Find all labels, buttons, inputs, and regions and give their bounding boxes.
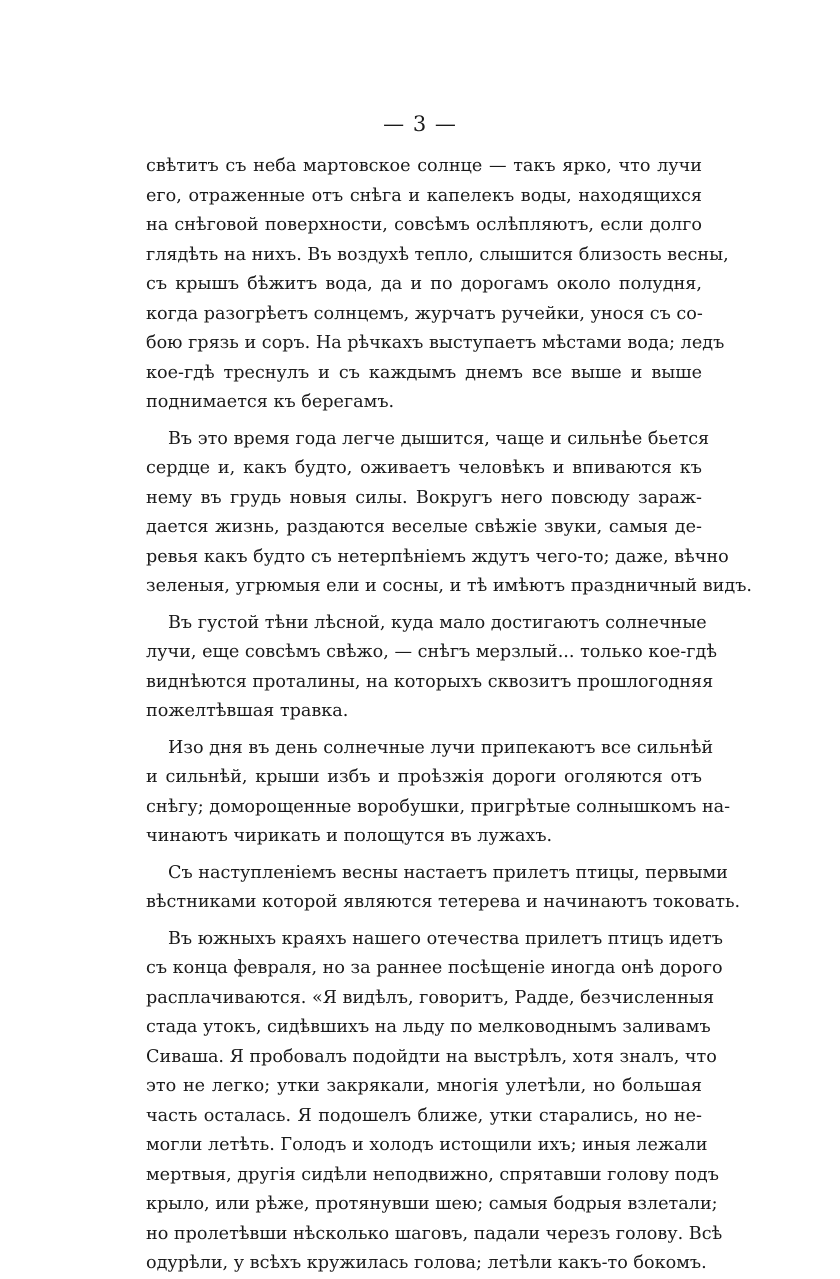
- text-line: виднѣются проталины, на которыхъ сквозитъ прошлогодняя: [146, 671, 714, 692]
- body-text: [146, 152, 752, 1279]
- text-line: свѣтитъ съ неба мартовское солнце — такъ ярко, что лучи: [146, 156, 702, 176]
- text-line: бою грязь и соръ. На рѣчкахъ выступаетъ мѣстами вода; ледъ: [146, 333, 725, 353]
- text-line: лучи, еще совсѣмъ свѣжо, — снѣгъ мерзлый... только кое-гдѣ: [146, 642, 717, 662]
- paragraph: [146, 425, 752, 602]
- text-line: часть осталась. Я подошелъ ближе, утки старались, но не-: [146, 1105, 702, 1126]
- text-line: съ крышъ бѣжитъ вода, да и по дорогамъ около полудня,: [146, 274, 702, 294]
- text-line: когда разогрѣетъ солнцемъ, журчатъ ручейки, унося съ со-: [146, 303, 703, 324]
- paragraph: [146, 734, 731, 852]
- paragraph: [146, 925, 723, 1279]
- text-line: Съ наступленіемъ весны настаетъ прилетъ птицы, первыми: [168, 862, 728, 883]
- text-line: нему въ грудь новыя силы. Вокругъ него повсюду зараж-: [146, 487, 702, 508]
- text-line: Сиваша. Я пробовалъ подойдти на выстрѣлъ, хотя зналъ, что: [146, 1046, 717, 1067]
- paragraph: [146, 609, 717, 727]
- text-line: дается жизнь, раздаются веселые свѣжіе звуки, самыя де-: [146, 517, 702, 537]
- text-line: чинаютъ чирикать и полощутся въ лужахъ.: [146, 826, 553, 846]
- text-line: могли летѣть. Голодъ и холодъ истощили ихъ; иныя лежали: [146, 1135, 708, 1155]
- text-line: пожелтѣвшая травка.: [146, 701, 349, 721]
- text-line: мертвыя, другія сидѣли неподвижно, спрятавши голову подъ: [146, 1164, 719, 1185]
- text-line: это не легко; утки закрякали, многія улетѣли, но большая: [146, 1076, 702, 1096]
- text-line: Въ густой тѣни лѣсной, куда мало достигаютъ солнечные: [168, 612, 707, 633]
- text-line: на снѣговой поверхности, совсѣмъ ослѣпляютъ, если долго: [146, 215, 702, 235]
- text-line: Изо дня въ день солнечные лучи припекаютъ все сильнѣй: [168, 737, 714, 758]
- paragraph: [146, 152, 729, 418]
- text-line: кое-гдѣ треснулъ и съ каждымъ днемъ все выше и выше: [146, 362, 702, 383]
- text-line: снѣгу; доморощенные воробушки, пригрѣтые солнышкомъ на-: [146, 796, 731, 817]
- text-line: и сильнѣй, крыши избъ и проѣзжія дороги оголяются отъ: [146, 767, 702, 787]
- text-line: сердце и, какъ будто, оживаетъ человѣкъ и впиваются къ: [146, 458, 702, 478]
- text-line: вѣстниками которой являются тетерева и начинаютъ токовать.: [146, 892, 741, 912]
- text-line: Въ это время года легче дышится, чаще и сильнѣе бьется: [168, 428, 710, 449]
- text-line: расплачиваются. «Я видѣлъ, говоритъ, Радде, безчисленныя: [146, 987, 715, 1008]
- text-line: стада утокъ, сидѣвшихъ на льду по мелководнымъ заливамъ: [146, 1017, 711, 1037]
- paragraph: [146, 859, 741, 918]
- text-line: зеленыя, угрюмыя ели и сосны, и тѣ имѣютъ праздничный видъ.: [146, 576, 752, 596]
- text-line: глядѣть на нихъ. Въ воздухѣ тепло, слышится близость весны,: [146, 244, 729, 265]
- text-line: но пролетѣвши нѣсколько шаговъ, падали черезъ голову. Всѣ: [146, 1223, 723, 1244]
- text-line: поднимается къ берегамъ.: [146, 392, 395, 412]
- text-line: одурѣли, у всѣхъ кружилась голова; летѣли какъ-то бокомъ.: [146, 1253, 707, 1273]
- text-line: ревья какъ будто съ нетерпѣніемъ ждутъ чего-то; даже, вѣчно: [146, 546, 729, 567]
- text-line: крыло, или рѣже, протянувши шею; самыя бодрыя взлетали;: [146, 1194, 718, 1214]
- text-line: его, отраженные отъ снѣга и капелекъ воды, находящихся: [146, 185, 702, 206]
- page-number: — 3 —: [383, 112, 457, 136]
- text-line: Въ южныхъ краяхъ нашего отечества прилетъ птицъ идетъ: [168, 928, 723, 949]
- text-line: съ конца февраля, но за раннее посѣщеніе иногда онѣ дорого: [146, 958, 723, 978]
